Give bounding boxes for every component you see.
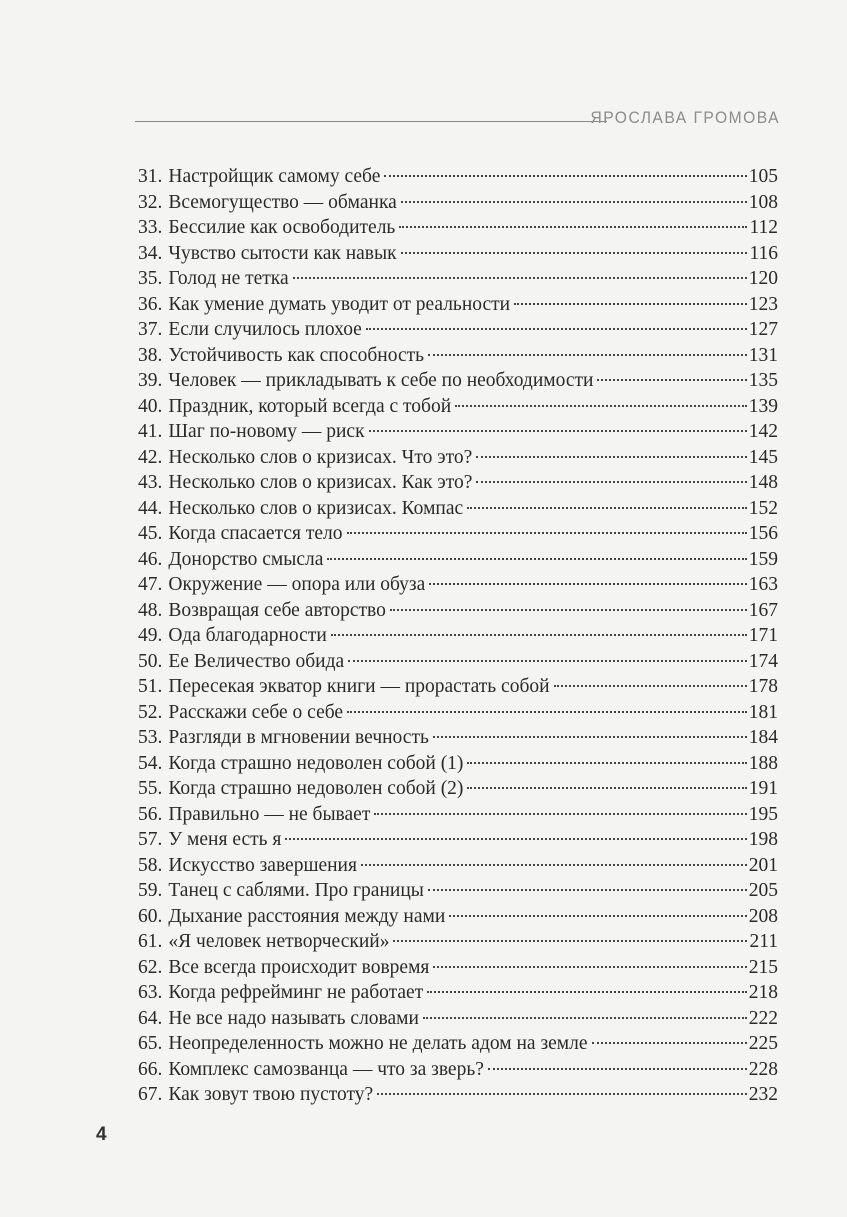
toc-entry-number: 37. — [138, 319, 163, 340]
toc-entry-title: Как зовут твою пустоту? — [168, 1084, 374, 1105]
toc-dot-leader — [401, 252, 748, 254]
toc-entry-number: 54. — [138, 752, 163, 774]
toc-dot-leader — [366, 328, 747, 330]
toc-dot-leader — [390, 609, 747, 611]
toc-entry-page: 191 — [748, 778, 778, 799]
toc-entry-number: 60. — [138, 905, 163, 927]
toc-entry-page: 108 — [748, 191, 778, 213]
toc-entry-page: 163 — [748, 574, 778, 595]
toc-dot-leader — [331, 634, 747, 636]
toc-entry-number: 36. — [138, 293, 163, 315]
toc-entry-title: Искусство завершения — [168, 854, 357, 876]
toc-entry-page: 152 — [748, 497, 778, 519]
toc-dot-leader — [592, 1042, 747, 1044]
toc-entry-title: Ода благодарности — [168, 625, 327, 646]
toc-entry-page: 178 — [748, 676, 778, 697]
toc-entry-title: Окружение — опора или обуза — [168, 574, 426, 595]
toc-entry — [138, 343, 778, 369]
toc-dot-leader — [476, 481, 746, 483]
toc-entry-page: 142 — [748, 421, 778, 442]
toc-entry-page: 228 — [748, 1058, 778, 1080]
toc-entry — [138, 929, 778, 955]
toc-entry-page: 131 — [748, 344, 778, 366]
toc-entry-number: 53. — [138, 727, 163, 748]
toc-entry — [138, 623, 778, 649]
toc-entry-page: 174 — [748, 650, 778, 672]
toc-entry-title: Несколько слов о кризисах. Что это? — [168, 446, 473, 468]
toc-entry-page: 159 — [748, 548, 778, 570]
toc-entry-title: Когда страшно недоволен собой (1) — [168, 752, 464, 774]
toc-entry-title: Чувство сытости как навык — [168, 242, 397, 264]
toc-entry-number: 55. — [138, 778, 163, 799]
toc-entry — [138, 572, 778, 598]
toc-entry-title: Дыхание расстояния между нами — [168, 905, 446, 927]
toc-entry-title: Устойчивость как способность — [168, 344, 425, 366]
toc-entry-title: Правильно — не бывает — [168, 803, 371, 825]
toc-entry-page: 145 — [748, 446, 778, 468]
toc-dot-leader — [514, 303, 747, 305]
toc-entry — [138, 751, 778, 777]
toc-entry-title: Когда рефрейминг не работает — [168, 982, 424, 1003]
toc-entry — [138, 419, 778, 445]
toc-entry-title: Несколько слов о кризисах. Компас — [168, 497, 464, 519]
toc-entry-title: Бессилие как освободитель — [168, 217, 396, 238]
toc-entry — [138, 1006, 778, 1032]
toc-entry — [138, 674, 778, 700]
toc-entry — [138, 776, 778, 802]
toc-entry — [138, 292, 778, 318]
toc-entry-number: 42. — [138, 446, 163, 468]
toc-entry-number: 65. — [138, 1033, 163, 1054]
toc-entry-page: 215 — [748, 956, 778, 978]
toc-entry-number: 67. — [138, 1084, 163, 1105]
toc-dot-leader — [348, 660, 747, 662]
toc-entry-number: 63. — [138, 982, 163, 1003]
header-rule — [135, 121, 607, 122]
toc-entry-number: 57. — [138, 829, 163, 850]
toc-entry-number: 51. — [138, 676, 163, 697]
toc-dot-leader — [347, 532, 747, 534]
toc-dot-leader — [488, 1068, 747, 1070]
toc-entry-page: 208 — [748, 905, 778, 927]
toc-entry-page: 184 — [748, 727, 778, 748]
toc-entry-title: Не все надо называть словами — [168, 1007, 419, 1029]
toc-entry-page: 171 — [748, 625, 778, 646]
toc-entry-title: Комплекс самозванца — что за зверь? — [168, 1058, 484, 1080]
toc-entry-number: 52. — [138, 701, 163, 723]
toc-dot-leader — [476, 456, 746, 458]
toc-entry — [138, 241, 778, 267]
toc-entry-page: 181 — [748, 701, 778, 723]
toc-entry-number: 50. — [138, 650, 163, 672]
toc-entry-number: 49. — [138, 625, 163, 646]
toc-dot-leader — [428, 354, 747, 356]
toc-dot-leader — [399, 226, 747, 228]
toc-entry — [138, 547, 778, 573]
toc-entry — [138, 802, 778, 828]
toc-entry — [138, 878, 778, 904]
toc-entry-page: 120 — [748, 268, 778, 289]
running-head-author: ЯРОСЛАВА ГРОМОВА — [590, 108, 780, 127]
toc-entry — [138, 904, 778, 930]
toc-entry-number: 47. — [138, 574, 163, 595]
toc-entry-page: 116 — [749, 242, 778, 264]
toc-entry-page: 198 — [748, 829, 778, 850]
toc-dot-leader — [377, 1093, 747, 1095]
toc-entry-title: Разгляди в мгновении вечность — [168, 727, 429, 748]
toc-entry — [138, 1082, 778, 1108]
toc-entry-number: 40. — [138, 395, 163, 417]
toc-dot-leader — [285, 838, 746, 840]
toc-dot-leader — [369, 430, 747, 432]
toc-entry — [138, 164, 778, 190]
toc-entry-page: 148 — [748, 472, 778, 493]
toc-entry-title: Человек — прикладывать к себе по необходимости — [168, 370, 594, 391]
toc-entry-title: «Я человек нетворческий» — [168, 931, 390, 952]
toc-entry — [138, 980, 778, 1006]
toc-entry-page: 135 — [748, 370, 778, 391]
toc-entry — [138, 955, 778, 981]
toc-entry-page: 218 — [748, 982, 778, 1003]
toc-entry-title: Всемогущество — обманка — [168, 191, 397, 213]
toc-entry-page: 201 — [748, 854, 778, 876]
toc-entry-number: 32. — [138, 191, 163, 213]
toc-dot-leader — [449, 915, 746, 917]
toc-entry-page: 195 — [748, 803, 778, 825]
toc-entry-title: Расскажи себе о себе — [168, 701, 344, 723]
toc-entry — [138, 496, 778, 522]
toc-entry-number: 33. — [138, 217, 163, 238]
toc-dot-leader — [433, 736, 747, 738]
toc-entry-page: 105 — [748, 166, 778, 187]
toc-dot-leader — [393, 940, 747, 942]
toc-entry-number: 58. — [138, 854, 163, 876]
toc-entry-number: 31. — [138, 166, 163, 187]
toc-dot-leader — [467, 762, 746, 764]
toc-entry-title: У меня есть я — [168, 829, 282, 850]
toc-entry-title: Шаг по-новому — риск — [168, 421, 365, 442]
toc-entry — [138, 470, 778, 496]
toc-entry-page: 112 — [749, 217, 778, 238]
toc-entry-page: 232 — [748, 1084, 778, 1105]
toc-dot-leader — [423, 1017, 747, 1019]
toc-entry-title: Как умение думать уводит от реальности — [168, 293, 511, 315]
toc-dot-leader — [384, 175, 746, 177]
toc-entry-title: Возвращая себе авторство — [168, 599, 386, 621]
toc-entry — [138, 190, 778, 216]
toc-entry — [138, 445, 778, 471]
toc-dot-leader — [467, 507, 747, 509]
toc-entry-number: 48. — [138, 599, 163, 621]
toc-entry-page: 211 — [749, 931, 778, 952]
toc-entry-number: 41. — [138, 421, 163, 442]
toc-entry — [138, 368, 778, 394]
toc-entry-title: Донорство смысла — [168, 548, 324, 570]
toc-entry — [138, 700, 778, 726]
toc-entry-page: 167 — [748, 599, 778, 621]
toc-entry — [138, 649, 778, 675]
toc-entry — [138, 317, 778, 343]
toc-dot-leader — [347, 711, 747, 713]
toc-entry — [138, 827, 778, 853]
toc-entry — [138, 1031, 778, 1057]
toc-entry-number: 46. — [138, 548, 163, 570]
toc-entry-page: 222 — [748, 1007, 778, 1029]
toc-entry-number: 62. — [138, 956, 163, 978]
toc-entry-number: 38. — [138, 344, 163, 366]
toc-entry-number: 56. — [138, 803, 163, 825]
toc-dot-leader — [327, 558, 746, 560]
toc-dot-leader — [427, 991, 747, 993]
toc-entry — [138, 598, 778, 624]
toc-entry-title: Танец с саблями. Про границы — [168, 880, 424, 901]
toc-dot-leader — [428, 889, 747, 891]
page-header — [0, 0, 847, 160]
toc-entry-title: Праздник, который всегда с тобой — [168, 395, 452, 417]
toc-entry-title: Когда спасается тело — [168, 523, 343, 544]
toc-dot-leader — [597, 379, 746, 381]
toc-entry — [138, 521, 778, 547]
toc-entry — [138, 215, 778, 241]
toc-entry-title: Если случилось плохое — [168, 319, 362, 340]
toc-entry — [138, 853, 778, 879]
toc-entry-title: Все всегда происходит вовремя — [168, 956, 430, 978]
toc-entry-number: 64. — [138, 1007, 163, 1029]
toc-entry — [138, 1057, 778, 1083]
toc-entry — [138, 394, 778, 420]
toc-entry — [138, 266, 778, 292]
toc-dot-leader — [433, 966, 746, 968]
toc-entry-title: Несколько слов о кризисах. Как это? — [168, 472, 473, 493]
toc-entry-page: 205 — [748, 880, 778, 901]
toc-dot-leader — [361, 864, 747, 866]
toc-dot-leader — [401, 201, 747, 203]
toc-entry-page: 123 — [748, 293, 778, 315]
toc-entry-title: Неопределенность можно не делать адом на земле — [168, 1033, 588, 1054]
toc-entry-number: 44. — [138, 497, 163, 519]
toc-entry-title: Голод не тетка — [168, 268, 289, 289]
toc-dot-leader — [554, 685, 747, 687]
toc-entry — [138, 725, 778, 751]
toc-entry-number: 35. — [138, 268, 163, 289]
toc-entry-page: 127 — [748, 319, 778, 340]
page-number: 4 — [96, 1124, 107, 1145]
toc-entry-number: 66. — [138, 1058, 163, 1080]
toc-entry-page: 225 — [748, 1033, 778, 1054]
toc-dot-leader — [455, 405, 747, 407]
toc-entry-page: 188 — [748, 752, 778, 774]
toc-entry-title: Ее Величество обида — [168, 650, 345, 672]
toc-entry-page: 139 — [748, 395, 778, 417]
toc-entry-page: 156 — [748, 523, 778, 544]
table-of-contents — [138, 164, 778, 1108]
toc-dot-leader — [293, 277, 747, 279]
toc-entry-number: 34. — [138, 242, 163, 264]
toc-entry-title: Настройщик самому себе — [168, 166, 381, 187]
toc-entry-title: Когда страшно недоволен собой (2) — [168, 778, 464, 799]
toc-dot-leader — [467, 787, 746, 789]
toc-entry-title: Пересекая экватор книги — прорастать собой — [168, 676, 550, 697]
toc-dot-leader — [429, 583, 746, 585]
toc-entry-number: 43. — [138, 472, 163, 493]
toc-entry-number: 45. — [138, 523, 163, 544]
toc-entry-number: 61. — [138, 931, 163, 952]
toc-entry-number: 59. — [138, 880, 163, 901]
toc-entry-number: 39. — [138, 370, 163, 391]
toc-dot-leader — [374, 813, 746, 815]
